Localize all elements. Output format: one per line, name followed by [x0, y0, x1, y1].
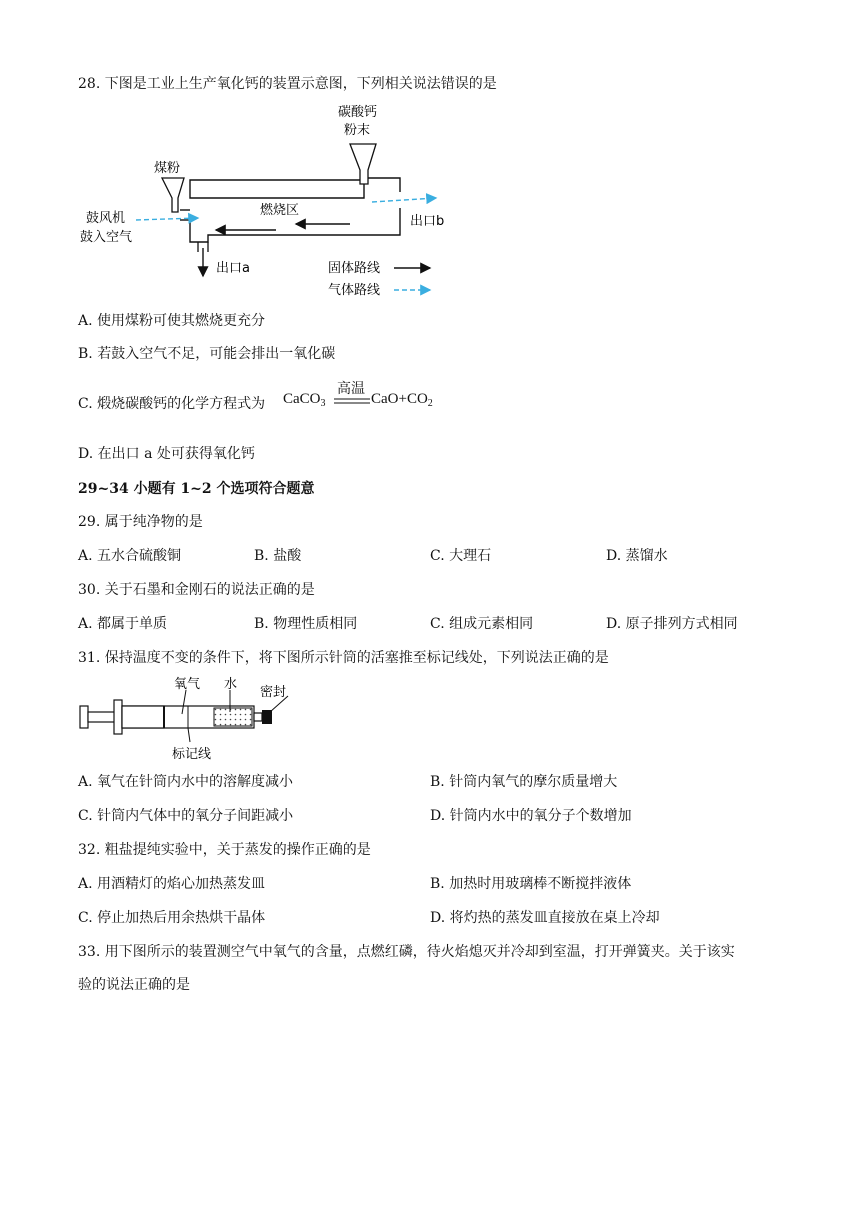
- q31-option-c: C. 针筒内气体中的氧分子间距减小: [78, 808, 294, 824]
- q30-option-c: C. 组成元素相同: [430, 616, 534, 632]
- q28-equation-condition: 高温: [337, 382, 365, 397]
- label-oxygen: 氧气: [174, 677, 201, 692]
- q29-stem: 29. 属于纯净物的是: [78, 514, 203, 530]
- label-powder: 粉末: [344, 123, 371, 138]
- q32-option-c: C. 停止加热后用余热烘干晶体: [78, 910, 266, 926]
- q32-option-a: A. 用酒精灯的焰心加热蒸发皿: [78, 876, 266, 892]
- q30-option-d: D. 原子排列方式相同: [606, 616, 738, 632]
- equals-sign-icon: [334, 397, 370, 405]
- label-water: 水: [224, 677, 238, 692]
- q31-option-a: A. 氧气在针筒内水中的溶解度减小: [78, 774, 294, 790]
- label-blow-in-air: 鼓入空气: [80, 230, 133, 245]
- q30-stem: 30. 关于石墨和金刚石的说法正确的是: [78, 582, 315, 598]
- label-calcium-carbonate: 碳酸钙: [338, 105, 378, 120]
- label-combustion-zone: 燃烧区: [260, 203, 300, 218]
- q32-option-b: B. 加热时用玻璃棒不断搅拌液体: [430, 876, 632, 892]
- q28-stem: 28. 下图是工业上生产氧化钙的装置示意图，下列相关说法错误的是: [78, 76, 497, 92]
- q32-option-d: D. 将灼热的蒸发皿直接放在桌上冷却: [430, 910, 660, 926]
- legend-gas-path: 气体路线: [328, 283, 381, 298]
- q29-option-a: A. 五水合硫酸铜: [78, 548, 182, 564]
- label-coal-powder: 煤粉: [154, 161, 181, 176]
- syringe-diagram: [78, 672, 308, 764]
- q28-diagram: [80, 100, 460, 300]
- q28-option-a: A. 使用煤粉可使其燃烧更充分: [78, 313, 266, 329]
- q31-stem: 31. 保持温度不变的条件下，将下图所示针筒的活塞推至标记线处，下列说法正确的是: [78, 650, 609, 666]
- q28-equation-lhs: CaCO$_3$: [283, 391, 326, 409]
- label-outlet-b: 出口b: [410, 214, 445, 229]
- q28-equation-rhs: $CaO+CO_2$: [371, 391, 433, 409]
- label-blower: 鼓风机: [86, 211, 126, 226]
- q30-option-a: A. 都属于单质: [78, 616, 168, 632]
- label-seal: 密封: [260, 685, 287, 700]
- legend-solid-path: 固体路线: [328, 261, 381, 276]
- q31-option-b: B. 针筒内氧气的摩尔质量增大: [430, 774, 618, 790]
- q33-stem-line1: 33. 用下图所示的装置测空气中氧气的含量，点燃红磷，待火焰熄灭并冷却到室温，打开弹簧夹。关于该实: [78, 944, 735, 960]
- label-mark-line: 标记线: [172, 747, 212, 762]
- q29-option-b: B. 盐酸: [254, 548, 302, 564]
- q28-option-d: D. 在出口 a 处可获得氧化钙: [78, 446, 255, 462]
- q31-option-d: D. 针筒内水中的氧分子个数增加: [430, 808, 632, 824]
- q29-option-d: D. 蒸馏水: [606, 548, 668, 564]
- section-header: 29~34 小题有 1~2 个选项符合题意: [78, 481, 315, 497]
- q29-option-c: C. 大理石: [430, 548, 492, 564]
- q30-option-b: B. 物理性质相同: [254, 616, 358, 632]
- q28-option-c-prefix: C. 煅烧碳酸钙的化学方程式为: [78, 396, 266, 412]
- q32-stem: 32. 粗盐提纯实验中，关于蒸发的操作正确的是: [78, 842, 371, 858]
- q33-stem-line2: 验的说法正确的是: [78, 977, 190, 993]
- q28-option-b: B. 若鼓入空气不足，可能会排出一氧化碳: [78, 346, 336, 362]
- label-outlet-a: 出口a: [216, 261, 250, 276]
